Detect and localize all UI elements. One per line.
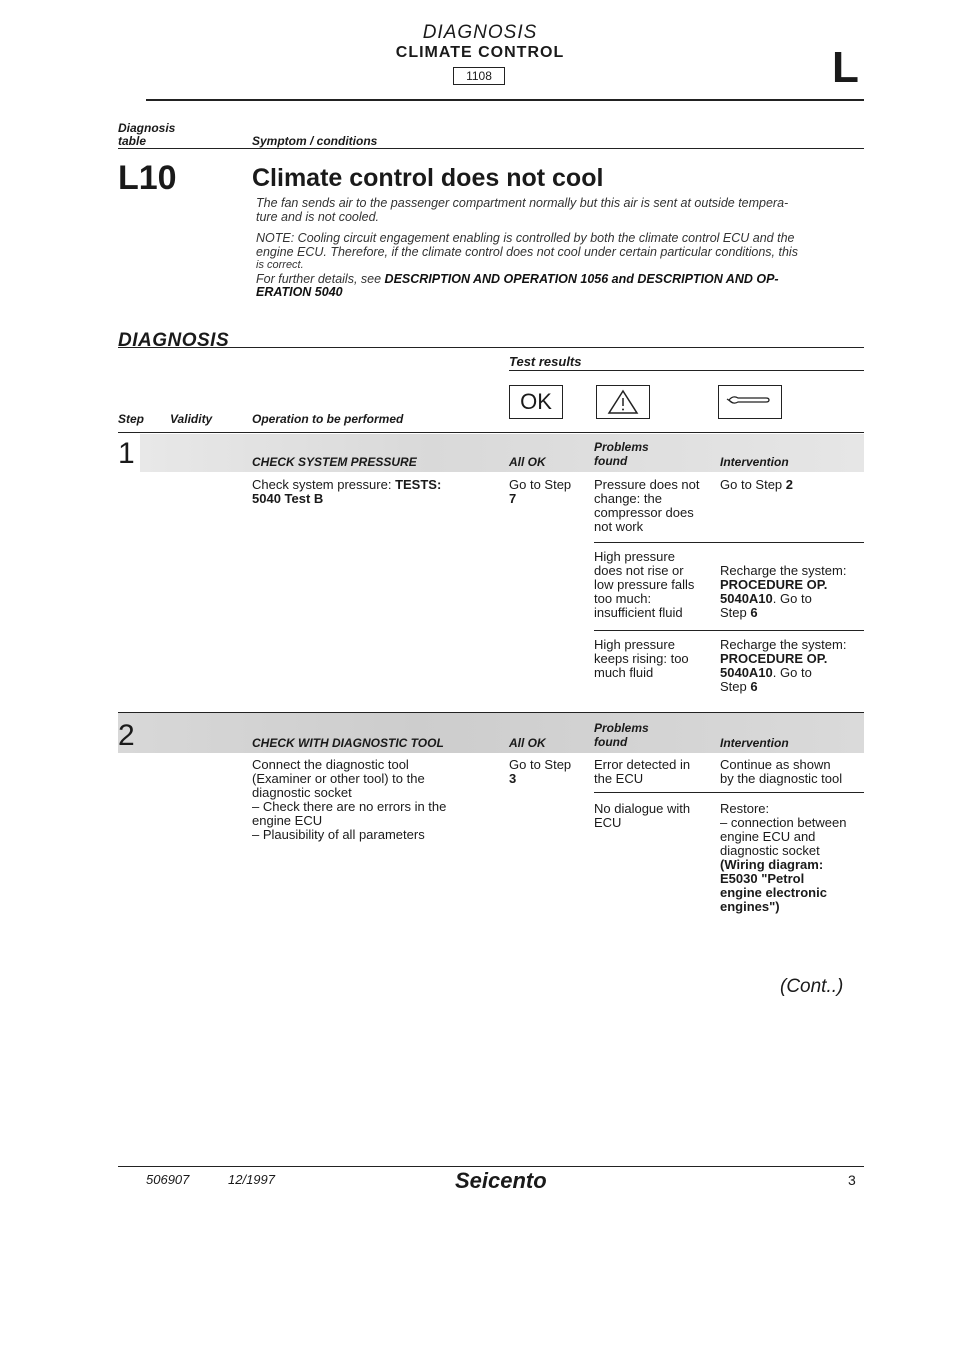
operation-line: – Check there are no errors in the [252, 799, 447, 814]
intervention-ref: PROCEDURE OP. [720, 651, 828, 666]
intervention-ref: (Wiring diagram: [720, 857, 824, 872]
symptom-conditions-label: Symptom / conditions [252, 134, 378, 148]
step2-operation [252, 758, 446, 842]
table-label-line: table [118, 134, 147, 148]
desc-line: ture and is not cooled. [256, 210, 379, 224]
step2-intervention-1 [720, 758, 842, 786]
operation-ref: TESTS: [395, 477, 442, 492]
section-code: 1108 [466, 69, 492, 83]
intervention-line [720, 680, 846, 694]
operation-line: Connect the diagnostic tool [252, 757, 409, 772]
intervention-ref: PROCEDURE OP. [720, 577, 828, 592]
step2-problem-1 [594, 758, 690, 786]
intervention-text: Step [720, 679, 747, 694]
problem-line: Pressure does not [594, 477, 700, 492]
step2-row-divider [594, 792, 864, 793]
doc-date: 12/1997 [228, 1172, 275, 1187]
intervention-step: 2 [785, 477, 794, 492]
step2-intervention-2 [720, 802, 846, 914]
intervention-ref: 5040A10 [720, 665, 773, 680]
step1-problem-3 [594, 638, 689, 680]
ok-step-number: 7 [509, 491, 517, 506]
intervention-line: Restore: [720, 801, 770, 816]
spanner-icon [719, 386, 781, 418]
operation-text: Check system pressure: [252, 477, 392, 492]
intervention-ref: engine electronic [720, 885, 827, 900]
test-results-rule [509, 370, 864, 371]
note-line: engine ECU. Therefore, if the climate control does not cool under certain particular conditions, this [256, 244, 798, 259]
problem-line: change: the [594, 491, 662, 506]
page-number: 3 [848, 1172, 856, 1188]
step2-ok-result [509, 758, 571, 786]
col-operation: Operation to be performed [252, 412, 404, 426]
continued-label: (Cont..) [780, 976, 844, 997]
note-reference [256, 273, 866, 287]
intervention-ref: 5040A10 [720, 591, 773, 606]
section-title: DIAGNOSIS [422, 22, 538, 43]
brand-logo: Seicento [455, 1168, 547, 1193]
problems-line: Problems [594, 721, 649, 735]
step2-intervention: Intervention [720, 736, 789, 750]
intervention-line: Continue as shown [720, 757, 831, 772]
problem-line: Error detected in [594, 757, 691, 772]
intervention-line [720, 606, 846, 620]
intervention-text: . Go to [772, 591, 812, 606]
operation-line: (Examiner or other tool) to the [252, 771, 425, 786]
step2-problem-2 [594, 802, 690, 830]
intervention-line: – connection between [720, 815, 847, 830]
intervention-line: by the diagnostic tool [720, 771, 843, 786]
problem-line: compressor does [594, 505, 694, 520]
found-line: found [594, 454, 628, 468]
section-code-box [453, 67, 505, 85]
symptom-code: L10 [118, 159, 177, 197]
problem-line: High pressure [594, 637, 675, 652]
ok-icon: OK [520, 389, 552, 414]
step1-all-ok: All OK [509, 455, 546, 469]
intervention-text: Recharge the system: [720, 637, 847, 652]
section-letter: L [832, 43, 859, 92]
step1-ok-result [509, 478, 571, 506]
step1-number: 1 [118, 437, 135, 470]
intervention-text: Step [720, 605, 747, 620]
diagnosis-table-label [118, 122, 175, 148]
symptom-rule [118, 148, 864, 149]
intervention-ref: E5030 "Petrol [720, 871, 805, 886]
intervention-line [720, 592, 846, 606]
symptom-note [256, 232, 866, 300]
step1-intervention-2 [720, 564, 846, 620]
step2-all-ok: All OK [509, 736, 546, 750]
step1-row-divider [594, 542, 864, 543]
note-line: NOTE: Cooling circuit engagement enabling is controlled by both the climate control ECU and the [256, 231, 795, 245]
intervention-line: diagnostic socket [720, 843, 820, 858]
step1-problem-1 [594, 478, 700, 534]
intervention-text: Go to Step [720, 477, 783, 492]
problem-line: No dialogue with [594, 801, 691, 816]
footer-rule [118, 1166, 864, 1167]
col-step: Step [118, 412, 145, 426]
note-line: For further details, see [256, 271, 382, 286]
step1-problem-2 [594, 550, 694, 620]
problem-line: much fluid [594, 665, 654, 680]
step1-title: CHECK SYSTEM PRESSURE [252, 455, 417, 469]
column-header-rule [118, 432, 864, 433]
problem-line: keeps rising: too [594, 651, 689, 666]
col-validity: Validity [170, 412, 213, 426]
step2-problems-found [594, 721, 649, 749]
step2-title: CHECK WITH DIAGNOSTIC TOOL [252, 736, 444, 750]
intervention-line: engine ECU and [720, 829, 816, 844]
problem-line: High pressure [594, 549, 675, 564]
problems-line: Problems [594, 440, 649, 454]
intervention-text: Recharge the system: [720, 563, 847, 578]
note-line: is correct. [256, 259, 304, 271]
symptom-description [256, 196, 788, 224]
diagnosis-label-line: Diagnosis [118, 121, 176, 135]
intervention-ref: engines") [720, 899, 780, 914]
warning-triangle-icon [597, 386, 649, 418]
step2-number: 2 [118, 719, 135, 752]
operation-line: engine ECU [252, 813, 323, 828]
doc-number: 506907 [146, 1172, 190, 1187]
spanner-icon-box [718, 385, 782, 419]
intervention-step: 6 [750, 679, 758, 694]
ok-line: Go to Step [509, 757, 572, 772]
operation-line [252, 478, 441, 492]
note-ref: ERATION 5040 [256, 285, 343, 299]
symptom-title: Climate control does not cool [252, 164, 604, 192]
step1-intervention: Intervention [720, 455, 789, 469]
step1-intervention-3 [720, 638, 846, 694]
diagnosis-heading: DIAGNOSIS [118, 330, 230, 351]
ok-line: Go to Step [509, 477, 572, 492]
problem-line: insufficient fluid [594, 605, 683, 620]
ok-icon-box [509, 385, 563, 419]
operation-ref: 5040 Test B [252, 491, 324, 506]
intervention-text: . Go to [772, 665, 812, 680]
problem-line: low pressure falls [594, 577, 695, 592]
problem-line: does not rise or [594, 563, 684, 578]
ok-step-number: 3 [509, 771, 517, 786]
step1-operation [252, 478, 441, 506]
operation-line: diagnostic socket [252, 785, 352, 800]
intervention-line [720, 666, 846, 680]
intervention-step: 6 [750, 605, 758, 620]
step1-problems-found [594, 440, 649, 468]
diagnosis-rule [118, 347, 864, 348]
note-ref: DESCRIPTION AND OPERATION 1056 and DESCRIPTION AND OP- [384, 271, 779, 286]
problem-line: too much: [594, 591, 652, 606]
warning-icon-box [596, 385, 650, 419]
found-line: found [594, 735, 628, 749]
desc-line: The fan sends air to the passenger compartment normally but this air is sent at outside tempera- [256, 196, 789, 210]
problem-line: ECU [594, 815, 622, 830]
problem-line: not work [594, 519, 644, 534]
problem-line: the ECU [594, 771, 644, 786]
header-rule [146, 99, 864, 101]
step1-intervention-1 [720, 478, 793, 492]
test-results-label: Test results [509, 354, 582, 369]
step1-row-divider [594, 630, 864, 631]
operation-line: – Plausibility of all parameters [252, 827, 425, 842]
page-title: CLIMATE CONTROL [395, 44, 565, 61]
